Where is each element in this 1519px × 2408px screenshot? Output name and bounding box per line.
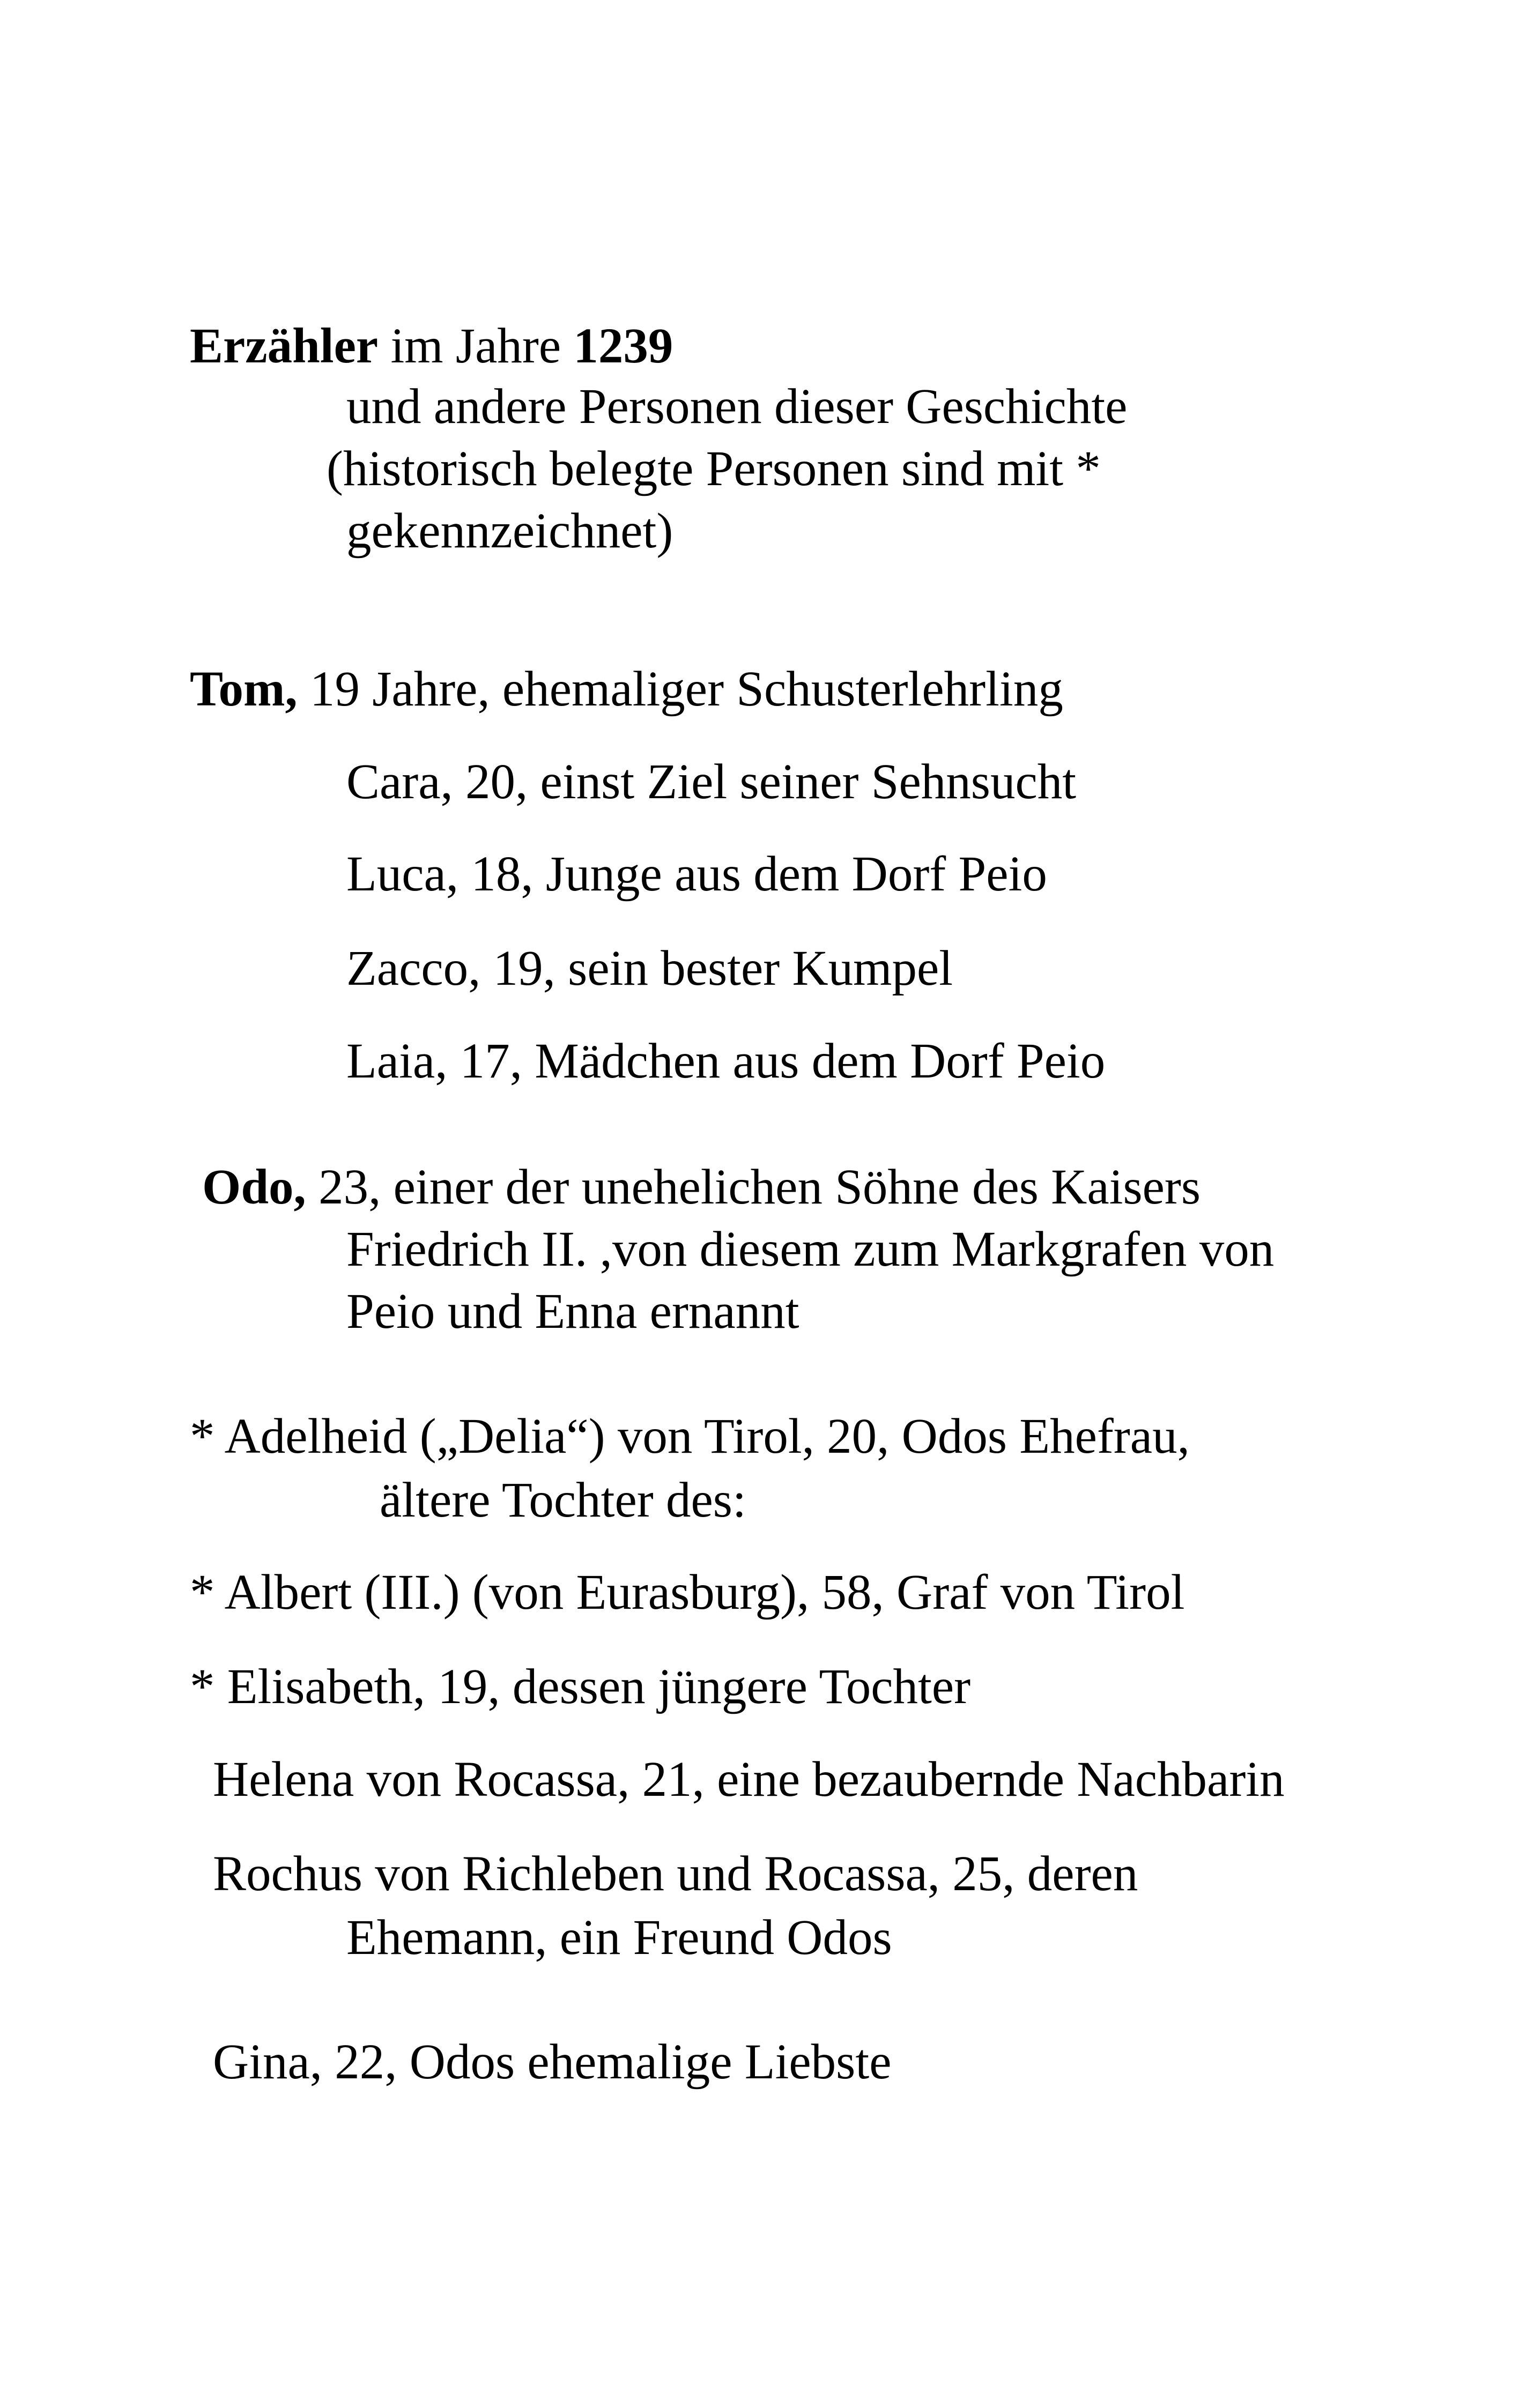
character-tom-name: Tom, [190,662,298,717]
historical-note: (historisch belegte Personen sind mit * [327,441,1101,496]
narrator-label: Erzähler [190,318,379,374]
character-tom [190,658,1063,720]
character-gina: Gina, 22, Odos ehemalige Liebste [213,2034,892,2090]
character-albert: * Albert (III.) (von Eurasburg), 58, Graf von Tirol [190,1565,1185,1620]
character-elisabeth: * Elisabeth, 19, dessen jüngere Tochter [190,1659,971,1714]
character-adelheid-desc: ältere Tochter des: [380,1473,746,1528]
character-odo [202,1156,1201,1218]
character-rochus-desc: Ehemann, ein Freund Odos [346,1910,892,1965]
character-odo-desc-line3: Peio und Enna ernannt [346,1284,799,1339]
narrator-intro: im Jahre [390,318,561,374]
character-odo-desc: 23, einer der unehelichen Söhne des Kaisers [318,1160,1201,1215]
character-helena: Helena von Rocassa, 21, eine bezaubernde Nachbarin [213,1752,1285,1807]
character-adelheid: * Adelheid („Delia“) von Tirol, 20, Odos Ehefrau, [190,1409,1190,1464]
narrator-line [190,315,673,377]
character-cara: Cara, 20, einst Ziel seiner Sehnsucht [346,754,1077,809]
character-luca: Luca, 18, Junge aus dem Dorf Peio [346,846,1047,902]
narrator-year: 1239 [573,318,673,374]
character-tom-desc: 19 Jahre, ehemaliger Schusterlehrling [309,662,1063,717]
character-laia: Laia, 17, Mädchen aus dem Dorf Peio [346,1034,1106,1089]
character-odo-desc-line2: Friedrich II. ,von diesem zum Markgrafen von [346,1222,1275,1277]
historical-note-continued: gekennzeichnet) [346,503,673,559]
narrator-subline: und andere Personen dieser Geschichte [346,379,1128,434]
character-odo-name: Odo, [202,1160,306,1215]
character-rochus: Rochus von Richleben und Rocassa, 25, deren [213,1846,1138,1901]
character-zacco: Zacco, 19, sein bester Kumpel [346,941,953,996]
